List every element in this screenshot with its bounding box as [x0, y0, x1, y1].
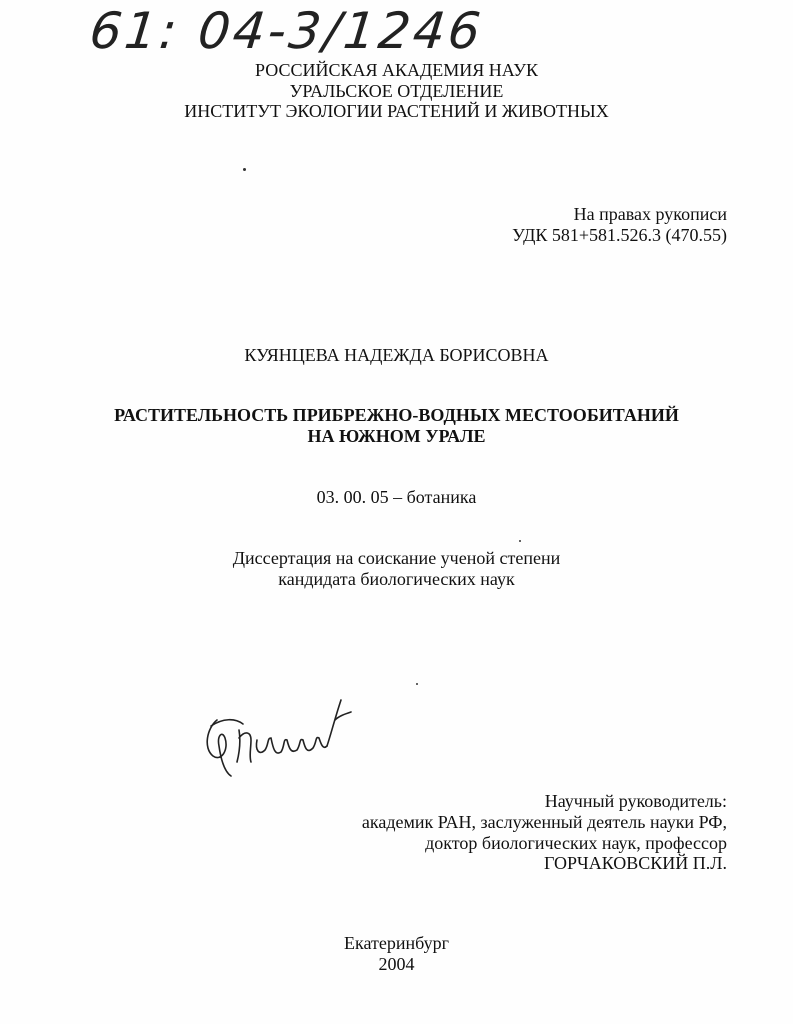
degree-line-2: кандидата биологических наук [278, 569, 515, 589]
institution-line-2: УРАЛЬСКОЕ ОТДЕЛЕНИЕ [289, 81, 504, 101]
dissertation-title-line-1: РАСТИТЕЛЬНОСТЬ ПРИБРЕЖНО-ВОДНЫХ МЕСТООБИТАНИЙ [114, 405, 679, 425]
manuscript-rights-note: На правах рукописи [573, 204, 727, 224]
scan-speck [519, 540, 521, 542]
supervisor-heading: Научный руководитель: [544, 791, 727, 811]
scan-speck [416, 683, 418, 685]
city: Екатеринбург [344, 933, 449, 953]
institution-line-1: РОССИЙСКАЯ АКАДЕМИЯ НАУК [255, 60, 538, 80]
udc-code: УДК 581+581.526.3 (470.55) [512, 225, 727, 245]
handwritten-archive-code: 61: 04-3/1246 [86, 2, 486, 60]
author-signature [195, 690, 355, 780]
year: 2004 [378, 954, 415, 974]
degree-line-1: Диссертация на соискание ученой степени [232, 548, 561, 568]
supervisor-titles-line-2: доктор биологических наук, профессор [425, 833, 727, 853]
author-name: КУЯНЦЕВА НАДЕЖДА БОРИСОВНА [244, 345, 549, 365]
dissertation-title-line-2: НА ЮЖНОМ УРАЛЕ [307, 426, 486, 446]
supervisor-titles-line-1: академик РАН, заслуженный деятель науки РФ, [361, 812, 727, 832]
supervisor-name: ГОРЧАКОВСКИЙ П.Л. [544, 853, 727, 873]
scan-speck [243, 168, 246, 171]
institution-line-3: ИНСТИТУТ ЭКОЛОГИИ РАСТЕНИЙ И ЖИВОТНЫХ [184, 101, 609, 121]
specialty-code: 03. 00. 05 – ботаника [316, 487, 477, 507]
